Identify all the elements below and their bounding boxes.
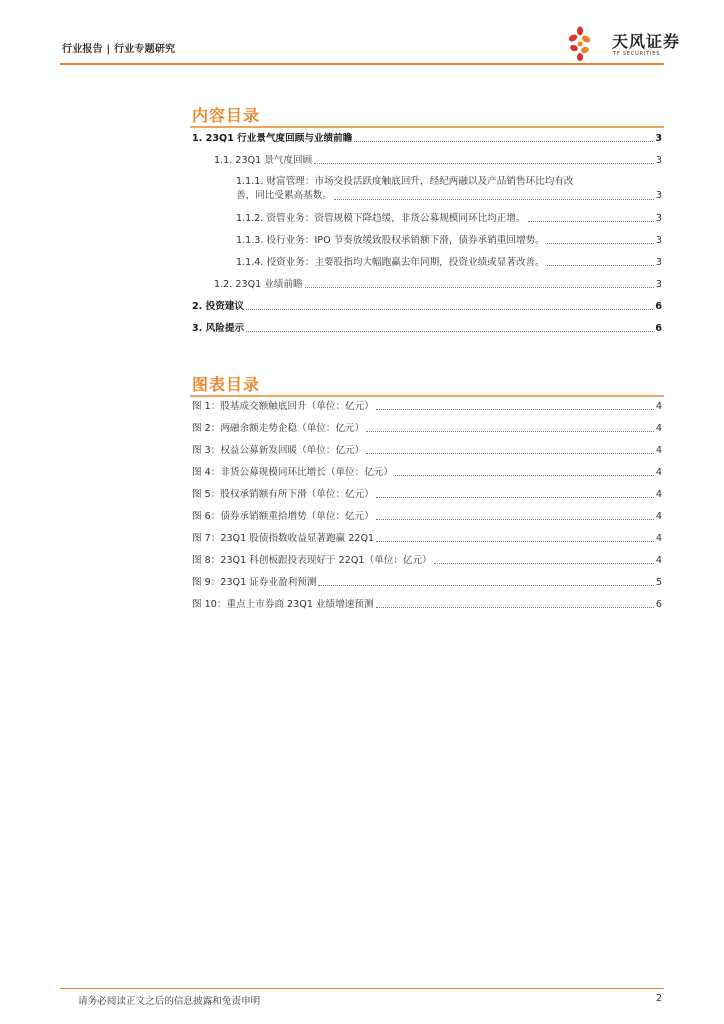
figure-entry-page: 4	[655, 533, 662, 544]
dot-leader	[354, 140, 653, 142]
figure-entry[interactable]	[192, 489, 662, 501]
dot-leader	[376, 496, 654, 498]
figure-entry-text: 图 10：重点上市券商 23Q1 业绩增速预测	[192, 599, 374, 610]
dot-leader	[434, 562, 654, 564]
figure-entry-text: 图 7：23Q1 股债指数收益显著跑赢 22Q1	[192, 533, 375, 544]
figure-entry[interactable]	[192, 423, 662, 435]
dot-leader	[246, 308, 653, 310]
figure-entry-page: 4	[655, 511, 662, 522]
toc-title: 内容目录	[192, 106, 261, 125]
toc-entry[interactable]	[192, 323, 662, 335]
figure-entry[interactable]	[192, 445, 662, 457]
disclaimer-note: 请务必阅读正文之后的信息披露和免责申明	[78, 996, 261, 1007]
figure-entry-text: 图 4：非货公募规模同环比增长（单位：亿元）	[192, 467, 394, 478]
toc-entry-page: 3	[655, 235, 662, 246]
figure-list-title: 图表目录	[192, 375, 261, 394]
toc-entry[interactable]	[236, 175, 662, 203]
dot-leader	[366, 430, 654, 432]
figure-entry[interactable]	[192, 577, 662, 589]
toc-entry-text: 1.1. 23Q1 景气度回顾	[214, 155, 313, 166]
toc-entry-page: 6	[655, 301, 662, 312]
dot-leader	[528, 220, 654, 222]
dot-leader	[547, 242, 654, 244]
figure-list-title-underline	[190, 395, 664, 397]
toc-entry-page: 6	[655, 323, 662, 334]
figure-entry[interactable]	[192, 555, 662, 567]
dot-leader	[318, 584, 653, 586]
toc-entry[interactable]	[214, 155, 662, 167]
toc-entry-text-line1: 1.1.1. 财富管理：市场交投活跃度触底回升，经纪两融以及产品销售环比均有改	[236, 176, 574, 187]
dot-leader	[314, 162, 654, 164]
dot-leader	[376, 518, 654, 520]
figure-entry[interactable]	[192, 401, 662, 413]
logo-mark	[568, 27, 591, 62]
toc-entry-text: 1.1.4. 投资业务：主要股指均大幅跑赢去年同期，投资业绩或显著改善。	[236, 257, 545, 268]
dot-leader	[395, 474, 654, 476]
page-number: 2	[655, 993, 662, 1004]
figure-entry-page: 4	[655, 401, 662, 412]
figure-entry[interactable]	[192, 467, 662, 479]
figure-entry[interactable]	[192, 599, 662, 611]
figure-entry-page: 5	[655, 577, 662, 588]
toc-entry-text: 1.1.3. 投行业务：IPO 节奏放缓致股权承销额下滑，债券承销重回增势。	[236, 235, 545, 246]
dot-leader	[547, 264, 654, 266]
figure-entry-text: 图 3：权益公募新发回暖（单位：亿元）	[192, 445, 365, 456]
logo-name: 天风证券	[612, 32, 681, 51]
toc-entry[interactable]	[192, 301, 662, 313]
toc-entry-text: 3. 风险提示	[192, 323, 245, 334]
toc-entry-text: 1.2. 23Q1 业绩前瞻	[214, 279, 303, 290]
figure-entry-text: 图 6：债券承销额重拾增势（单位：亿元）	[192, 511, 374, 522]
figure-entry-text: 图 5：股权承销额有所下滑（单位：亿元）	[192, 489, 374, 500]
toc-entry-page: 3	[655, 279, 662, 290]
footer-divider	[60, 988, 664, 989]
report-category: 行业报告 | 行业专题研究	[62, 44, 176, 55]
toc-entry-page: 3	[655, 213, 662, 224]
figure-entry-page: 4	[655, 555, 662, 566]
toc-entry[interactable]	[236, 235, 662, 247]
toc-entry-page: 3	[655, 190, 662, 201]
figure-entry[interactable]	[192, 511, 662, 523]
figure-entry-page: 4	[655, 445, 662, 456]
toc-entry-page: 3	[655, 257, 662, 268]
toc-title-underline	[190, 126, 664, 128]
figure-entry[interactable]	[192, 533, 662, 545]
dot-leader	[246, 330, 653, 332]
header-divider	[60, 63, 664, 65]
toc-entry-text: 2. 投资建议	[192, 301, 245, 312]
dot-leader	[376, 606, 654, 608]
toc-entry-text: 1.1.2. 资管业务：资管规模下降趋缓，非货公募规模同环比均正增。	[236, 213, 526, 224]
dot-leader	[376, 540, 654, 542]
figure-entry-text: 图 2：两融余额走势企稳（单位：亿元）	[192, 423, 365, 434]
figure-entry-page: 4	[655, 467, 662, 478]
figure-entry-text: 图 1：股基成交额触底回升（单位：亿元）	[192, 401, 374, 412]
toc-entry-text-line2: 善，同比受累高基数。	[236, 190, 332, 201]
dot-leader	[334, 199, 654, 200]
toc-entry-page: 3	[655, 155, 662, 166]
figure-entry-page: 4	[655, 423, 662, 434]
figure-entry-text: 图 9：23Q1 证券业盈利预测	[192, 577, 317, 588]
logo-english-name: TF SECURITIES	[613, 51, 661, 57]
figure-entry-text: 图 8：23Q1 科创板跟投表现好于 22Q1（单位：亿元）	[192, 555, 432, 566]
dot-leader	[376, 408, 654, 410]
figure-entry-page: 6	[655, 599, 662, 610]
toc-entry-page: 3	[655, 133, 662, 144]
dot-leader	[305, 286, 654, 288]
toc-entry[interactable]	[192, 133, 662, 145]
dot-leader	[366, 452, 654, 454]
figure-entry-page: 4	[655, 489, 662, 500]
toc-entry-text: 1. 23Q1 行业景气度回顾与业绩前瞻	[192, 133, 353, 144]
toc-entry[interactable]	[236, 257, 662, 269]
toc-entry[interactable]	[214, 279, 662, 291]
toc-entry[interactable]	[236, 213, 662, 225]
